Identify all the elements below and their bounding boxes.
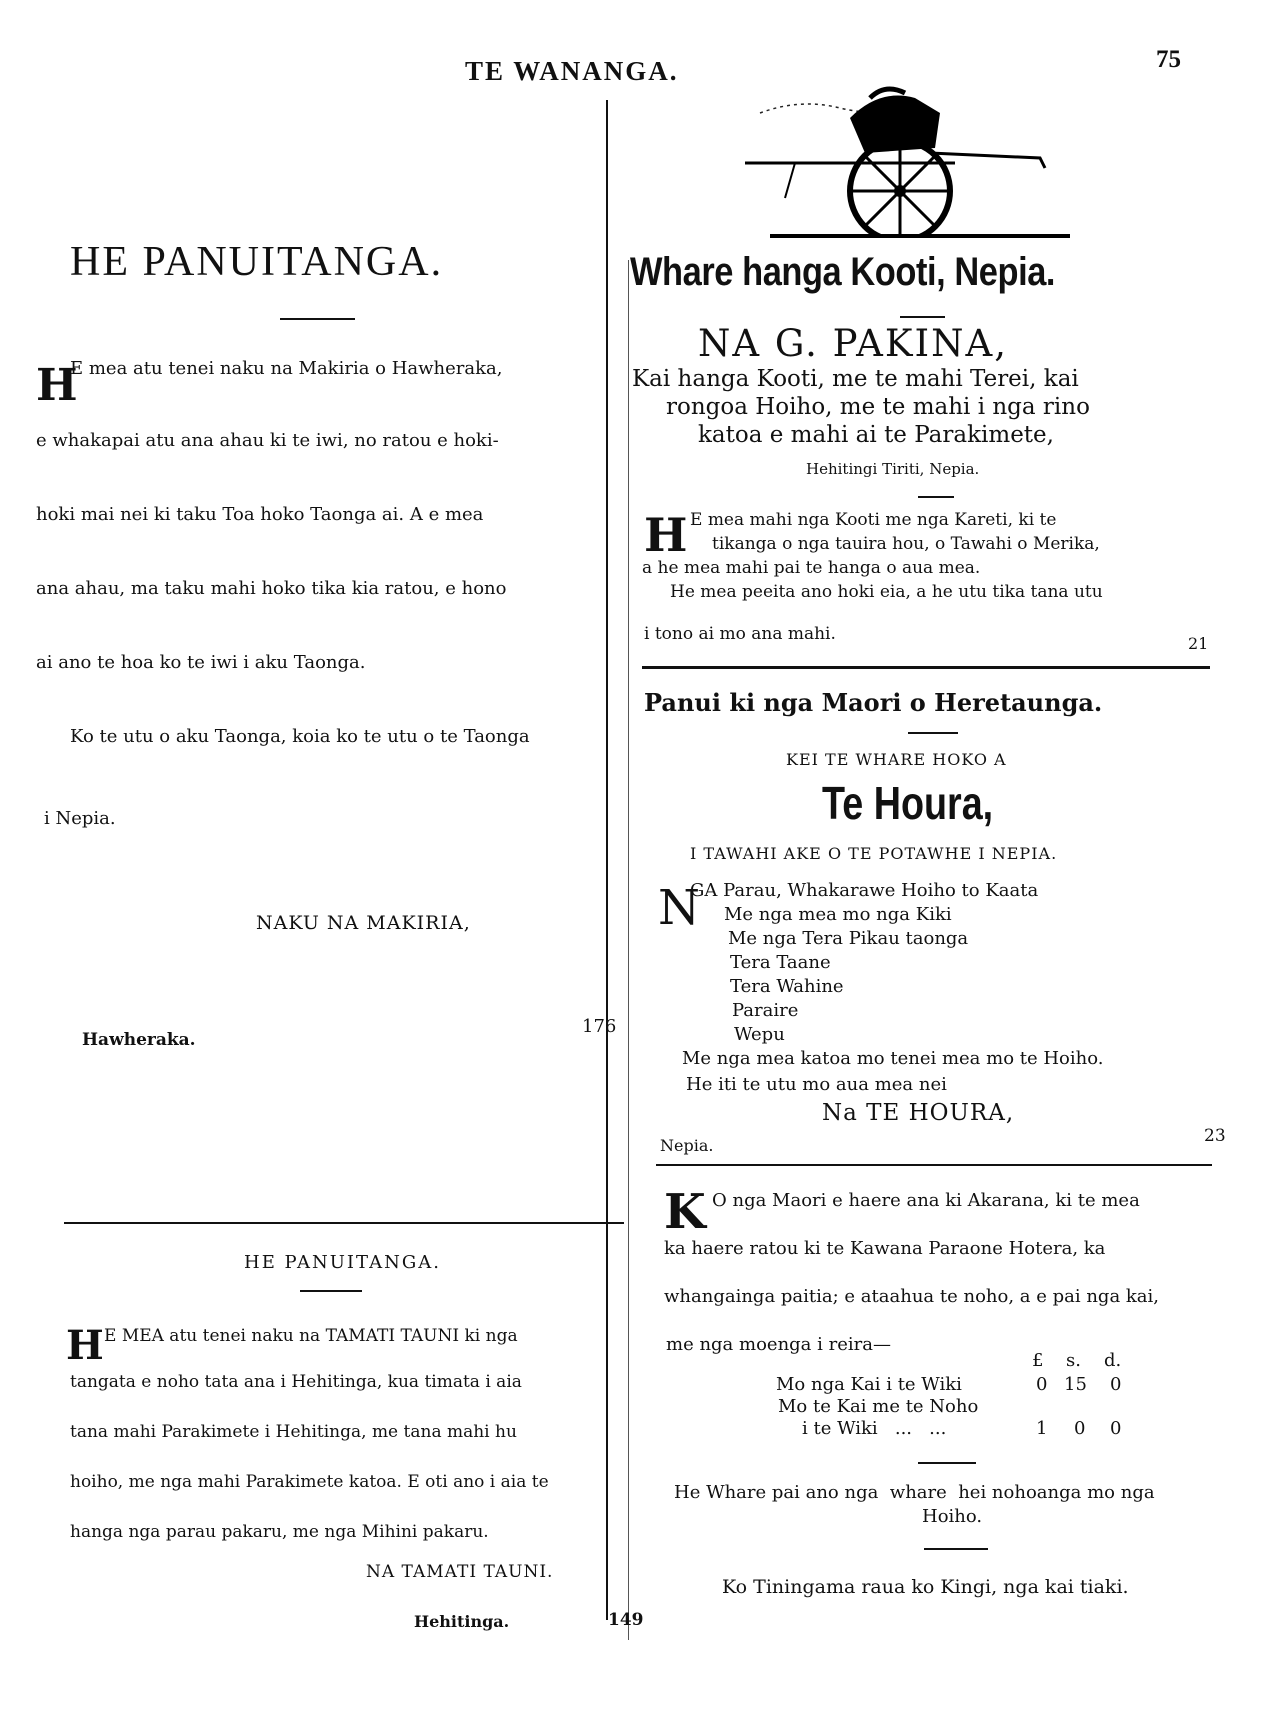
ad2-line: E MEA atu tenei naku na TAMATI TAUNI ki nga	[104, 1326, 518, 1346]
right-ad2-tail: Me nga mea katoa mo tenei mea mo te Hoiho.	[682, 1048, 1104, 1069]
heading-divider	[924, 1548, 988, 1550]
right-ad2-store-line: KEI TE WHARE HOKO A	[786, 750, 1007, 769]
ad2-signature: NA TAMATI TAUNI.	[366, 1562, 554, 1582]
right-ad2-heading: Panui ki nga Maori o Heretaunga.	[644, 688, 1103, 717]
ad2-line: hanga nga parau pakaru, me nga Mihini pakaru.	[70, 1522, 489, 1542]
currency-header-pounds: £	[1032, 1350, 1044, 1371]
dropcap: H	[644, 508, 688, 562]
price-row-label: i te Wiki ... ...	[802, 1418, 947, 1439]
right-ad3-line: me nga moenga i reira—	[666, 1334, 891, 1355]
heading-divider	[908, 732, 958, 734]
right-ad1-address: Hehitingi Tiriti, Nepia.	[806, 460, 980, 478]
right-ad2-location: I TAWAHI AKE O TE POTAWHE I NEPIA.	[690, 844, 1058, 863]
dropcap: N	[658, 880, 700, 936]
right-ad2-item: Wepu	[734, 1024, 785, 1045]
stables-line: Hoiho.	[922, 1506, 983, 1527]
ad2-heading: HE PANUITANGA.	[244, 1252, 441, 1273]
right-ad2-name: Te Houra,	[822, 777, 994, 829]
currency-header-shillings: s.	[1066, 1350, 1081, 1371]
right-ad2-tail: He iti te utu mo aua mea nei	[686, 1074, 947, 1095]
stables-line: He Whare pai ano nga whare hei nohoanga mo nga	[674, 1482, 1155, 1503]
ad2-line: tana mahi Parakimete i Hehitinga, me tana mahi hu	[70, 1422, 517, 1442]
right-ad1-number: 21	[1188, 634, 1209, 653]
right-ad1-desc: rongoa Hoiho, me te mahi i nga rino	[666, 394, 1090, 420]
right-ad2-item: GA Parau, Whakarawe Hoiho to Kaata	[690, 880, 1039, 901]
price-row-pounds: 1	[1036, 1418, 1048, 1439]
section-divider	[642, 666, 1210, 669]
ad1-line: i Nepia.	[44, 808, 116, 829]
ad1-heading: HE PANUITANGA.	[70, 239, 444, 285]
column-divider	[628, 260, 629, 1640]
price-row-shillings: 15	[1064, 1374, 1087, 1395]
price-row-pence: 0	[1110, 1418, 1122, 1439]
right-ad2-signature: Na TE HOURA,	[822, 1100, 1015, 1126]
section-divider	[656, 1164, 1212, 1166]
ad2-line: tangata e noho tata ana i Hehitinga, kua timata i aia	[70, 1372, 522, 1392]
carriage-illustration	[740, 78, 1070, 238]
keepers-line: Ko Tiningama raua ko Kingi, nga kai tiaki.	[722, 1576, 1129, 1598]
ad2-place: Hehitinga.	[414, 1612, 510, 1631]
right-ad2-place: Nepia.	[660, 1136, 714, 1155]
right-ad1-desc: katoa e mahi ai te Parakimete,	[698, 422, 1054, 448]
right-ad2-item: Tera Taane	[730, 952, 831, 973]
right-ad3-line: whangainga paitia; e ataahua te noho, a e pai nga kai,	[664, 1286, 1160, 1307]
ad2-line: hoiho, me nga mahi Parakimete katoa. E oti ano i aia te	[70, 1472, 549, 1492]
heading-divider	[280, 318, 355, 320]
price-row-label: Mo nga Kai i te Wiki	[776, 1374, 962, 1395]
right-ad2-number: 23	[1204, 1126, 1226, 1146]
ad2-number: 149	[608, 1610, 644, 1630]
page-number: 75	[1156, 46, 1181, 73]
column-divider	[606, 100, 608, 1620]
ad1-line: E mea atu tenei naku na Makiria o Hawheraka,	[70, 358, 503, 379]
right-ad1-body: a he mea mahi pai te hanga o aua mea.	[642, 558, 981, 578]
currency-header-pence: d.	[1104, 1350, 1122, 1371]
heading-divider	[300, 1290, 362, 1292]
right-ad1-body: i tono ai mo ana mahi.	[644, 624, 836, 644]
page-header-title: TE WANANGA.	[465, 56, 679, 86]
right-ad3-line: ka haere ratou ki te Kawana Paraone Hotera, ka	[664, 1238, 1106, 1259]
right-ad2-item: Me nga Tera Pikau taonga	[728, 928, 969, 949]
right-ad1-desc: Kai hanga Kooti, me te mahi Terei, kai	[632, 366, 1079, 392]
section-divider	[64, 1222, 624, 1224]
right-ad2-item: Paraire	[732, 1000, 799, 1021]
right-ad2-item: Me nga mea mo nga Kiki	[724, 904, 952, 925]
ad1-place: Hawheraka.	[82, 1030, 196, 1050]
ad1-line: e whakapai atu ana ahau ki te iwi, no ratou e hoki-	[36, 430, 499, 451]
dropcap: K	[664, 1184, 706, 1240]
ad1-line: ana ahau, ma taku mahi hoko tika kia ratou, e hono	[36, 578, 507, 599]
dropcap: H	[66, 1322, 104, 1369]
heading-divider	[918, 496, 954, 498]
dropcap: H	[36, 360, 78, 411]
ad1-line: ai ano te hoa ko te iwi i aku Taonga.	[36, 652, 366, 673]
right-ad1-body: tikanga o nga tauira hou, o Tawahi o Merika,	[712, 534, 1100, 554]
right-ad1-body: E mea mahi nga Kooti me nga Kareti, ki te	[690, 510, 1057, 530]
price-row-pence: 0	[1110, 1374, 1122, 1395]
right-ad1-heading: Whare hanga Kooti, Nepia.	[630, 250, 1056, 294]
ad1-line: hoki mai nei ki taku Toa hoko Taonga ai. A e mea	[36, 504, 484, 525]
right-ad1-body: He mea peeita ano hoki eia, a he utu tika tana utu	[670, 582, 1103, 602]
price-row-shillings: 0	[1074, 1418, 1086, 1439]
right-ad2-item: Tera Wahine	[730, 976, 844, 997]
ad1-signature: NAKU NA MAKIRIA,	[256, 912, 471, 934]
heading-divider	[900, 316, 945, 318]
right-ad3-line: O nga Maori e haere ana ki Akarana, ki te mea	[712, 1190, 1140, 1211]
price-row-pounds: 0	[1036, 1374, 1048, 1395]
ad1-number: 176	[582, 1016, 617, 1037]
price-row-label: Mo te Kai me te Noho	[778, 1396, 979, 1417]
ad1-line: Ko te utu o aku Taonga, koia ko te utu o te Taonga	[70, 726, 530, 747]
heading-divider	[918, 1462, 976, 1464]
right-ad1-name: NA G. PAKINA,	[698, 322, 1008, 365]
